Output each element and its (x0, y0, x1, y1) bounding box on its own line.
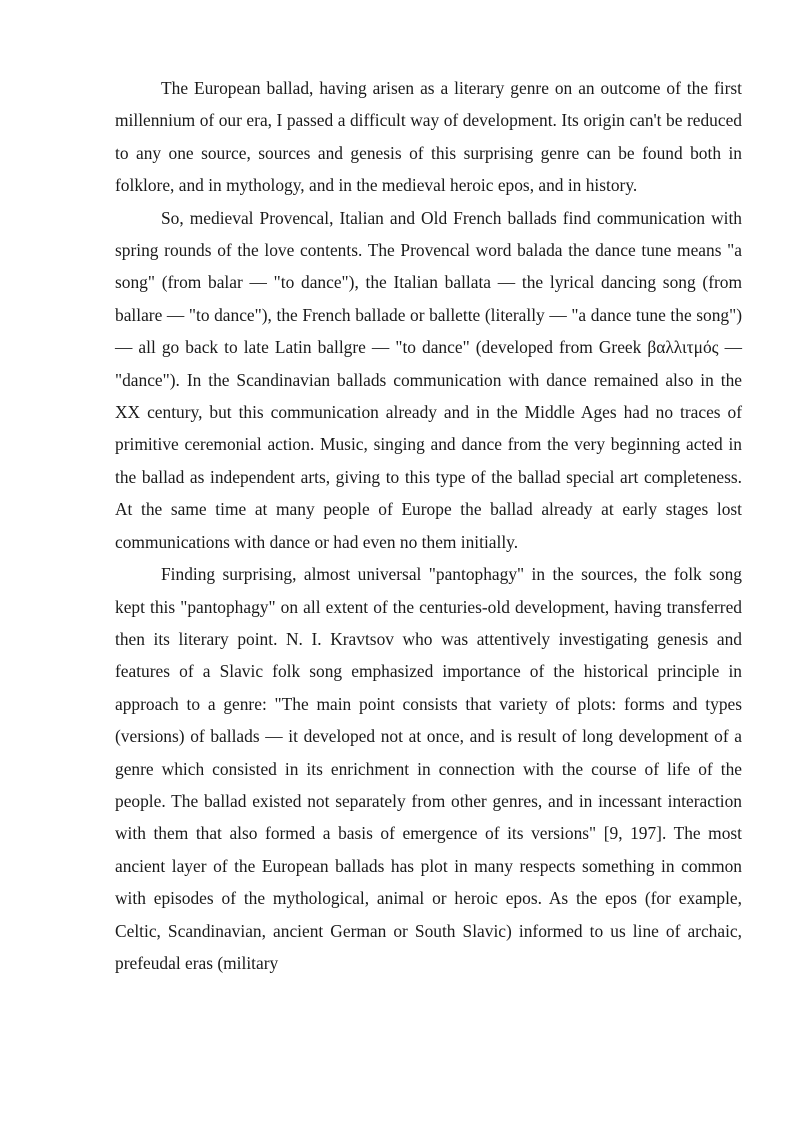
paragraph-ballad-origin: The European ballad, having arisen as a literary genre on an outcome of the first millennium of our era, I passed a difficult way of development. Its origin can't be reduced to any one source, sources and genesis of this surprising genre can be found both in folklore, and in mythology, and in the medieval heroic epos, and in history. (115, 78, 742, 196)
paragraph-ballad-dance: So, medieval Provencal, Italian and Old French ballads find communication with spring rounds of the love contents. The Provencal word balada the dance tune means "a song" (from balar — "to dance"), the Italian ballata — the lyrical dancing song (from ballare — "to dance"), the French ballade or ballette (literally — "a dance tune the song") — all go back to late Latin ballgre — "to dance" (developed from Greek βαλλιτμός — "dance"). In the Scandinavian ballads communication with dance remained also in the XX century, but this communication already and in the Middle Ages had no traces of primitive ceremonial action. Music, singing and dance from the very beginning acted in the ballad as independent arts, giving to this type of the ballad special art completeness. At the same time at many people of Europe the ballad already at early stages lost communications with dance or had even no them initially. (115, 207, 742, 552)
paragraph-ballad-genesis: Finding surprising, almost universal "pantophagy" in the sources, the folk song kept this "pantophagy" on all extent of the centuries-old development, having transferred then its literary point. N. I. Kravtsov who was attentively investigating genesis and features of a Slavic folk song emphasized importance of the historical principle in approach to a genre: "The main point consists that variety of plots: forms and types (versions) of ballads — it developed not at once, and is result of long development of a genre which consisted in its enrichment in connection with the course of life of the people. The ballad existed not separately from other genres, and in incessant interaction with them that also formed a basis of emergence of its versions" [9, 197]. The most ancient layer of the European ballads has plot in many respects something in common with episodes of the mythological, animal or heroic epos. As the epos (for example, Celtic, Scandinavian, ancient German or South Slavic) informed to us line of archaic, prefeudal eras (military (115, 564, 742, 973)
document-page (115, 72, 742, 979)
